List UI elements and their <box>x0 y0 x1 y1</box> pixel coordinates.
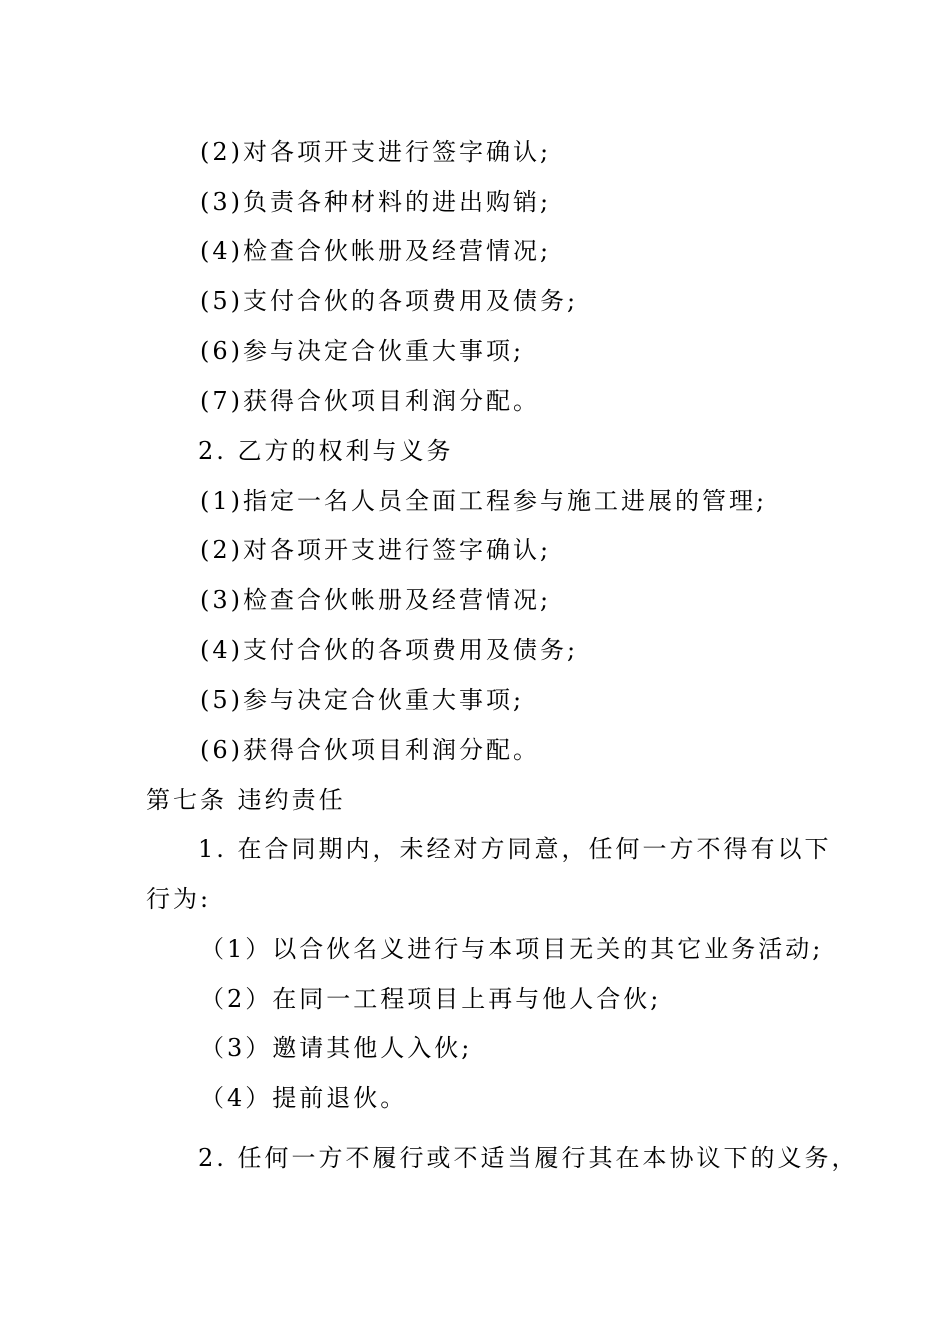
party-b-heading: 2. 乙方的权利与义务 <box>198 437 454 465</box>
party-a-item-7: (7)获得合伙项目利润分配。 <box>200 387 540 415</box>
prohibited-item-3: （3）邀请其他人入伙; <box>200 1034 473 1062</box>
party-a-item-3: (3)负责各种材料的进出购销; <box>200 188 552 216</box>
prohibited-item-4: （4）提前退伙。 <box>200 1084 408 1112</box>
party-a-item-5: (5)支付合伙的各项费用及债务; <box>200 287 579 315</box>
clause-2-text: 2. 任何一方不履行或不适当履行其在本协议下的义务， <box>198 1144 859 1172</box>
party-b-item-3: (3)检查合伙帐册及经营情况; <box>200 586 552 614</box>
party-a-item-6: (6)参与决定合伙重大事项; <box>200 337 525 365</box>
party-b-item-6: (6)获得合伙项目利润分配。 <box>200 736 540 764</box>
article-7-heading: 第七条 违约责任 <box>146 786 346 814</box>
prohibited-item-1: （1）以合伙名义进行与本项目无关的其它业务活动; <box>200 935 824 963</box>
party-a-item-2: (2)对各项开支进行签字确认; <box>200 138 552 166</box>
party-b-item-1: (1)指定一名人员全面工程参与施工进展的管理; <box>200 487 768 515</box>
party-b-item-4: (4)支付合伙的各项费用及债务; <box>200 636 579 664</box>
clause-1-continuation: 行为: <box>146 885 212 913</box>
prohibited-item-2: （2）在同一工程项目上再与他人合伙; <box>200 985 662 1013</box>
party-a-item-4: (4)检查合伙帐册及经营情况; <box>200 237 552 265</box>
party-b-item-5: (5)参与决定合伙重大事项; <box>200 686 525 714</box>
clause-1-text: 1. 在合同期内，未经对方同意，任何一方不得有以下 <box>198 835 832 863</box>
party-b-item-2: (2)对各项开支进行签字确认; <box>200 536 552 564</box>
